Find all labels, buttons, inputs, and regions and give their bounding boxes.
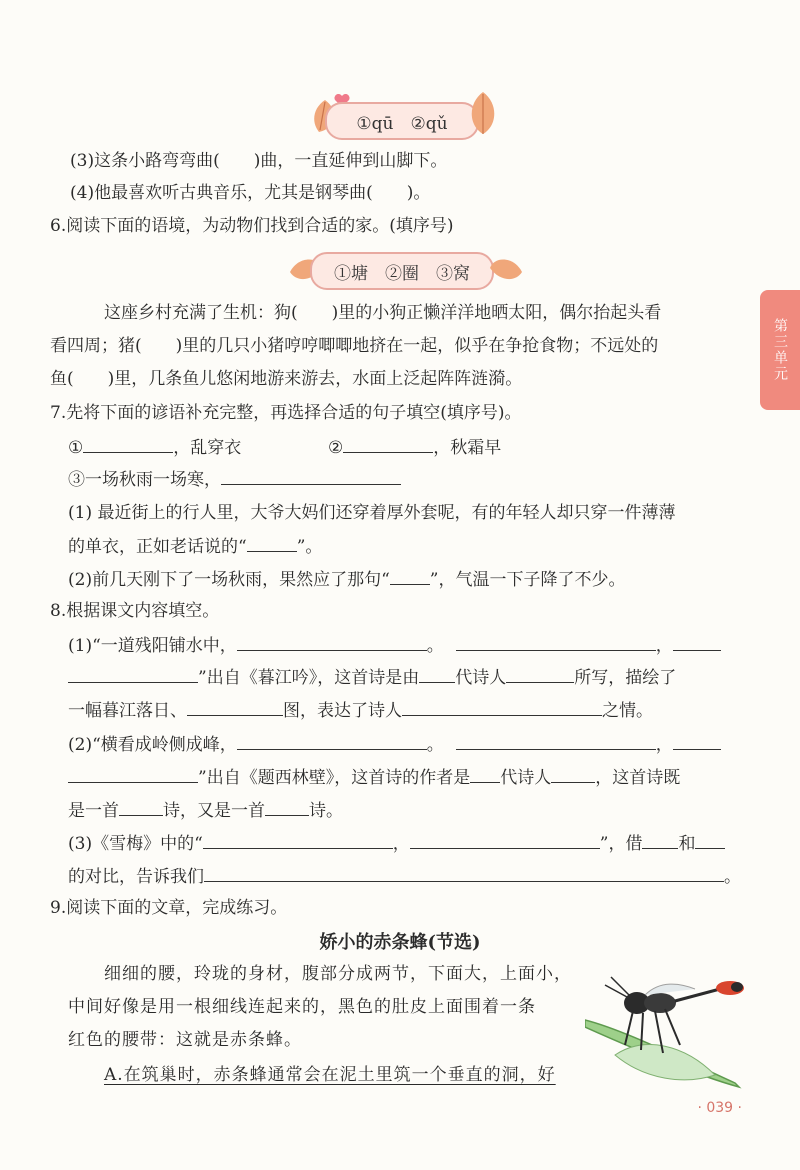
answer-blank[interactable] (456, 731, 656, 750)
answer-blank[interactable] (68, 664, 198, 683)
q8-text: ”出自《暮江吟》，这首诗是由 (198, 668, 420, 688)
q6-text: )里的小狗正懒洋洋地晒太阳，偶尔抬起头看 (331, 303, 662, 323)
answer-blank[interactable] (343, 434, 433, 453)
q7-text: ② (328, 438, 344, 458)
q8-2-line-1 (68, 731, 721, 758)
leaf-icon (488, 254, 524, 284)
answer-blank[interactable] (187, 697, 283, 716)
q8-title: 8.根据课文内容填空。 (50, 601, 220, 621)
q6-text: )里，几条鱼儿悠闲地游来游去，水面上泛起阵阵涟漪。 (107, 369, 523, 389)
answer-blank[interactable] (673, 632, 721, 651)
q8-text: ，这首诗既 (595, 768, 681, 788)
unit-tab[interactable]: 第三单元 (760, 290, 800, 410)
article-title: 娇小的赤条蜂(节选) (319, 932, 481, 953)
banner-text: ①塘 ②圈 ③窝 (334, 263, 470, 284)
q7-text: ，乱穿衣 (173, 438, 242, 458)
q7-title: 7.先将下面的谚语补充完整，再选择合适的句子填空(填序号)。 (50, 403, 522, 423)
answer-blank[interactable] (470, 764, 500, 783)
q8-text: (2)“横看成岭侧成峰， (68, 735, 237, 755)
q7-sentence-2 (68, 566, 625, 593)
q6-paragraph-line-3 (50, 366, 522, 392)
article-paragraph-line: 中间好像是用一根细线连起来的，黑色的肚皮上面围着一条 (68, 997, 536, 1017)
q8-text: ， (392, 834, 410, 854)
q9-title: 9.阅读下面的文章，完成练习。 (50, 898, 288, 918)
q7-sentence-1b (68, 533, 322, 560)
answer-blank[interactable] (83, 434, 173, 453)
q7-text: 的单衣，正如老话说的“ (68, 537, 247, 557)
word-choice-banner (310, 252, 494, 290)
q8-text: 所写，描绘了 (574, 668, 677, 688)
q6-text: )里的几只小猪哼哼唧唧地挤在一起，似乎在争抢食物；不远处的 (175, 336, 659, 356)
q8-text: 。 (426, 735, 444, 755)
q8-text: 诗。 (309, 801, 343, 821)
q6-paragraph-line-2 (50, 333, 658, 359)
answer-blank[interactable] (119, 797, 163, 816)
q8-text: 的对比，告诉我们 (68, 867, 204, 887)
q8-text: ”出自《题西林壁》，这首诗的作者是 (198, 768, 471, 788)
article-paragraph-line: 红色的腰带：这就是赤条蜂。 (68, 1030, 302, 1050)
q5-4-text-b: )。 (406, 183, 431, 203)
q8-text: 。 (426, 636, 444, 656)
q7-text: ，秋霜早 (433, 438, 502, 458)
q5-item-4 (70, 180, 430, 206)
answer-blank[interactable] (402, 697, 602, 716)
answer-blank[interactable] (237, 632, 427, 651)
q7-text: ① (68, 438, 84, 458)
q8-text: 之情。 (602, 701, 653, 721)
q8-text: 代诗人 (455, 668, 507, 688)
wasp-illustration (585, 975, 745, 1090)
q8-text: 和 (678, 834, 696, 854)
answer-blank[interactable] (551, 764, 595, 783)
answer-blank[interactable] (237, 731, 427, 750)
q7-text: ③一场秋雨一场寒， (68, 470, 221, 490)
q7-text: (2)前几天刚下了一场秋雨，果然应了那句“ (68, 570, 390, 590)
q5-4-text-a: (4)他最喜欢听古典音乐，尤其是钢琴曲( (70, 183, 373, 203)
answer-blank[interactable] (673, 731, 721, 750)
q6-text: 鱼( (50, 369, 74, 389)
answer-blank[interactable] (203, 830, 393, 849)
q6-text: 看四周；猪( (50, 336, 142, 356)
q7-text: ”，气温一下子降了不少。 (429, 570, 626, 590)
q8-text: 诗，又是一首 (163, 801, 265, 821)
article-paragraph-line: 细细的腰，玲珑的身材，腹部分成两节，下面大，上面小， (104, 964, 572, 984)
answer-blank[interactable] (410, 830, 600, 849)
answer-blank[interactable] (68, 764, 198, 783)
answer-blank[interactable] (204, 863, 724, 882)
q8-1-line-2 (68, 664, 676, 691)
q7-sentence-1: (1) 最近街上的行人里，大爷大妈们还穿着厚外套呢，有的年轻人却只穿一件薄薄 (68, 503, 676, 523)
answer-blank[interactable] (642, 830, 678, 849)
q8-text: 。 (724, 867, 741, 887)
q8-text: ， (655, 735, 673, 755)
q8-1-line-1 (68, 632, 721, 659)
q7-proverb-1 (68, 434, 241, 461)
q8-3-line-1 (68, 830, 725, 857)
q5-3-text-b: )曲，一直延伸到山脚下。 (253, 151, 448, 171)
q5-3-text-a: (3)这条小路弯弯曲( (70, 151, 220, 171)
answer-blank[interactable] (419, 664, 455, 683)
q7-proverb-2 (328, 434, 501, 461)
pronunciation-banner (325, 102, 479, 140)
q6-text: 这座乡村充满了生机：狗( (104, 303, 298, 323)
answer-blank[interactable] (695, 830, 725, 849)
q6-paragraph-line-1 (104, 300, 661, 326)
q8-text: 图，表达了诗人 (283, 701, 402, 721)
q8-text: (1)“一道残阳铺水中， (68, 636, 237, 656)
q8-1-line-3 (68, 697, 653, 724)
answer-blank[interactable] (456, 632, 656, 651)
q8-text: 是一首 (68, 801, 119, 821)
q8-2-line-3 (68, 797, 343, 824)
q8-text: 代诗人 (500, 768, 552, 788)
q7-proverb-3 (68, 466, 401, 493)
banner-text: ①qū ②qǔ (356, 113, 448, 134)
q8-text: ”，借 (599, 834, 643, 854)
answer-blank[interactable] (247, 533, 297, 552)
q5-item-3 (70, 148, 447, 174)
answer-blank[interactable] (506, 664, 574, 683)
q8-text: 一幅暮江落日、 (68, 701, 187, 721)
page-number: · 039 · (697, 1100, 742, 1116)
q8-text: (3)《雪梅》中的“ (68, 834, 203, 854)
q8-text: ， (655, 636, 673, 656)
leaf-icon (465, 90, 501, 136)
q8-2-line-2 (68, 764, 680, 791)
article-sentence-a: A.在筑巢时，赤条蜂通常会在泥土里筑一个垂直的洞，好 (104, 1065, 556, 1085)
q7-text: ”。 (296, 537, 323, 557)
answer-blank[interactable] (265, 797, 309, 816)
answer-blank[interactable] (221, 466, 401, 485)
q6-title: 6.阅读下面的语境，为动物们找到合适的家。(填序号) (50, 216, 454, 236)
q8-3-line-2 (68, 863, 741, 890)
answer-blank[interactable] (390, 566, 430, 585)
